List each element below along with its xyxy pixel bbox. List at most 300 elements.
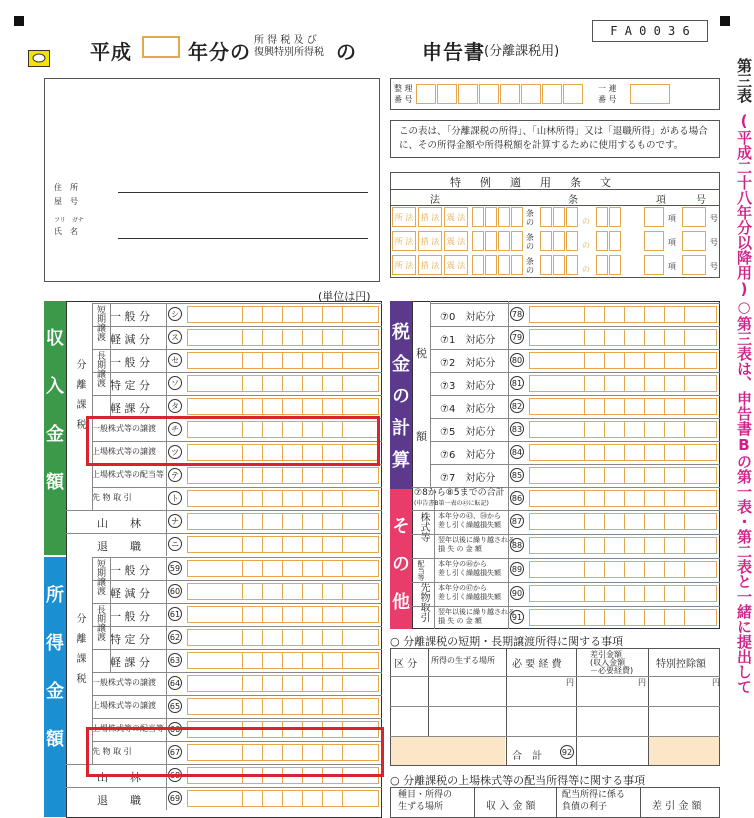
shotoku-amount-field[interactable] [187,560,379,577]
tax-total-field[interactable] [529,490,717,507]
sub-no-cell[interactable] [609,207,621,227]
article-cell[interactable] [485,207,497,227]
money-cell[interactable] [242,561,262,576]
money-cell[interactable] [242,330,262,345]
money-cell[interactable] [242,607,262,622]
money-cell[interactable] [664,562,684,577]
money-cell-wide[interactable] [530,610,584,625]
money-cell-wide[interactable] [188,330,242,345]
money-cell[interactable] [664,468,684,483]
money-cell[interactable] [342,376,362,391]
money-cell[interactable] [262,376,282,391]
money-cell[interactable] [664,538,684,553]
money-cell[interactable] [282,491,302,506]
money-cell[interactable] [262,514,282,529]
money-cell[interactable] [242,491,262,506]
item-cell[interactable] [682,231,706,251]
money-cell[interactable] [684,586,704,601]
money-cell[interactable] [262,653,282,668]
law-option-box[interactable] [444,207,468,227]
money-cell[interactable] [322,353,342,368]
money-cell[interactable] [302,514,322,529]
money-cell[interactable] [322,791,342,806]
money-cell[interactable] [322,376,342,391]
money-cell[interactable] [624,610,644,625]
money-cell[interactable] [282,676,302,691]
money-cell[interactable] [584,353,604,368]
money-cell[interactable] [664,330,684,345]
money-cell[interactable] [262,330,282,345]
shotoku-amount-field[interactable] [187,629,379,646]
money-cell[interactable] [644,307,664,322]
sub-article-cell[interactable] [540,207,552,227]
money-cell[interactable] [262,468,282,483]
money-cell[interactable] [282,561,302,576]
money-cell[interactable] [302,561,322,576]
money-cell[interactable] [604,514,624,529]
money-cell[interactable] [624,307,644,322]
sub-article-cell[interactable] [540,231,552,251]
money-cell-wide[interactable] [188,607,242,622]
money-cell[interactable] [282,353,302,368]
money-cell[interactable] [584,307,604,322]
money-cell[interactable] [282,653,302,668]
money-cell-wide[interactable] [530,468,584,483]
money-cell[interactable] [282,468,302,483]
article-cell[interactable] [511,231,523,251]
income-amount-field[interactable] [187,536,379,553]
money-cell-wide[interactable] [188,537,242,552]
ref-cell[interactable] [563,84,583,104]
money-cell[interactable] [684,538,704,553]
money-cell[interactable] [342,330,362,345]
money-cell[interactable] [242,307,262,322]
money-cell[interactable] [604,353,624,368]
money-cell[interactable] [322,468,342,483]
money-cell[interactable] [604,610,624,625]
shotoku-amount-field[interactable] [187,606,379,623]
money-cell[interactable] [302,607,322,622]
law-option-box[interactable] [418,231,442,251]
money-cell[interactable] [604,422,624,437]
money-cell[interactable] [584,562,604,577]
law-option-box[interactable] [418,207,442,227]
money-cell[interactable] [282,307,302,322]
money-cell[interactable] [342,653,362,668]
ref-number-cells[interactable] [416,84,584,104]
money-cell[interactable] [684,376,704,391]
money-cell[interactable] [604,586,624,601]
money-cell[interactable] [262,791,282,806]
money-cell[interactable] [604,468,624,483]
money-cell[interactable] [584,422,604,437]
money-cell[interactable] [584,445,604,460]
money-cell[interactable] [282,330,302,345]
money-cell-wide[interactable] [530,376,584,391]
money-cell-wide[interactable] [188,514,242,529]
money-cell[interactable] [604,538,624,553]
other-amount-field[interactable] [529,609,717,626]
article-cell[interactable] [498,255,510,275]
money-cell[interactable] [322,676,342,691]
money-cell[interactable] [242,699,262,714]
money-cell-wide[interactable] [188,653,242,668]
money-cell[interactable] [644,514,664,529]
money-cell[interactable] [262,607,282,622]
article-cell[interactable] [472,255,484,275]
money-cell[interactable] [322,699,342,714]
para-cell[interactable] [644,231,664,251]
money-cell-wide[interactable] [530,445,584,460]
money-cell-wide[interactable] [188,676,242,691]
law-option-box[interactable] [444,255,468,275]
tax-amount-field[interactable] [529,421,717,438]
item-cell[interactable] [682,207,706,227]
money-cell[interactable] [684,514,704,529]
money-cell-wide[interactable] [188,584,242,599]
money-cell[interactable] [342,307,362,322]
money-cell[interactable] [342,791,362,806]
sub-no-cell[interactable] [596,255,608,275]
other-amount-field[interactable] [529,537,717,554]
money-cell[interactable] [604,307,624,322]
money-cell[interactable] [664,445,684,460]
money-cell[interactable] [242,653,262,668]
tax-amount-field[interactable] [529,329,717,346]
money-cell[interactable] [684,353,704,368]
sub-article-cell[interactable] [553,231,565,251]
money-cell[interactable] [322,653,342,668]
money-cell[interactable] [604,562,624,577]
money-cell[interactable] [262,307,282,322]
money-cell[interactable] [664,422,684,437]
shotoku-amount-field[interactable] [187,652,379,669]
money-cell[interactable] [282,699,302,714]
money-cell[interactable] [644,353,664,368]
money-cell[interactable] [342,630,362,645]
money-cell[interactable] [322,514,342,529]
money-cell-wide[interactable] [188,353,242,368]
money-cell[interactable] [242,514,262,529]
money-cell[interactable] [302,491,322,506]
money-cell[interactable] [322,399,342,414]
income-amount-field[interactable] [187,513,379,530]
money-cell[interactable] [322,630,342,645]
money-cell-wide[interactable] [530,586,584,601]
tax-amount-field[interactable] [529,467,717,484]
money-cell[interactable] [684,468,704,483]
sub-no-cell[interactable] [596,231,608,251]
money-cell[interactable] [302,584,322,599]
money-cell[interactable] [584,586,604,601]
money-cell[interactable] [302,330,322,345]
money-cell[interactable] [664,514,684,529]
income-amount-field[interactable] [187,329,379,346]
money-cell[interactable] [624,445,644,460]
other-amount-field[interactable] [529,513,717,530]
money-cell[interactable] [644,330,664,345]
money-cell[interactable] [342,399,362,414]
money-cell[interactable] [644,562,664,577]
money-cell[interactable] [584,514,604,529]
shotoku-amount-field[interactable] [187,583,379,600]
money-cell[interactable] [644,399,664,414]
money-cell[interactable] [242,584,262,599]
money-cell[interactable] [302,376,322,391]
article-cell[interactable] [485,231,497,251]
money-cell-wide[interactable] [530,353,584,368]
money-cell[interactable] [584,538,604,553]
tax-amount-field[interactable] [529,444,717,461]
money-cell[interactable] [624,538,644,553]
money-cell[interactable] [322,584,342,599]
sub-article-cell[interactable] [553,255,565,275]
money-cell-wide[interactable] [188,399,242,414]
money-cell[interactable] [584,376,604,391]
money-cell[interactable] [624,422,644,437]
money-cell[interactable] [604,445,624,460]
money-cell[interactable] [604,399,624,414]
year-input[interactable] [142,36,180,58]
law-option-box[interactable] [392,231,416,251]
tax-amount-field[interactable] [529,306,717,323]
money-cell[interactable] [664,376,684,391]
money-cell[interactable] [302,537,322,552]
money-cell[interactable] [302,630,322,645]
ref-cell[interactable] [521,84,541,104]
ref-cell[interactable] [416,84,436,104]
law-option-box[interactable] [418,255,442,275]
money-cell[interactable] [282,791,302,806]
shotoku-amount-field[interactable] [187,675,379,692]
law-option-box[interactable] [392,255,416,275]
memo-icon[interactable] [28,50,50,67]
money-cell[interactable] [624,468,644,483]
money-cell[interactable] [282,607,302,622]
item-cell[interactable] [682,255,706,275]
sub-no-cell[interactable] [609,231,621,251]
money-cell-wide[interactable] [530,514,584,529]
money-cell[interactable] [322,607,342,622]
money-cell[interactable] [302,791,322,806]
name-line[interactable] [118,238,368,239]
article-cell[interactable] [485,255,497,275]
law-option-box[interactable] [392,207,416,227]
money-cell[interactable] [584,330,604,345]
money-cell[interactable] [342,607,362,622]
sub-article-cell[interactable] [553,207,565,227]
money-cell[interactable] [262,353,282,368]
sub-article-cell[interactable] [540,255,552,275]
sub-no-cell[interactable] [609,255,621,275]
money-cell[interactable] [604,330,624,345]
money-cell[interactable] [644,445,664,460]
other-amount-field[interactable] [529,561,717,578]
money-cell[interactable] [242,399,262,414]
money-cell[interactable] [644,610,664,625]
money-cell[interactable] [262,699,282,714]
money-cell[interactable] [322,561,342,576]
other-amount-field[interactable] [529,585,717,602]
money-cell[interactable] [342,561,362,576]
tax-amount-field[interactable] [529,375,717,392]
money-cell-wide[interactable] [188,630,242,645]
money-cell[interactable] [242,376,262,391]
law-option-box[interactable] [444,231,468,251]
money-cell[interactable] [604,376,624,391]
sub-article-cell[interactable] [566,207,578,227]
money-cell[interactable] [282,584,302,599]
shotoku-amount-field[interactable] [187,698,379,715]
money-cell[interactable] [584,399,604,414]
money-cell[interactable] [584,610,604,625]
money-cell[interactable] [342,699,362,714]
money-cell[interactable] [684,562,704,577]
money-cell-wide[interactable] [188,376,242,391]
ref-cell[interactable] [437,84,457,104]
income-amount-field[interactable] [187,490,379,507]
money-cell[interactable] [664,353,684,368]
money-cell[interactable] [242,353,262,368]
money-cell[interactable] [302,699,322,714]
cont-cell[interactable] [630,84,670,104]
money-cell[interactable] [262,676,282,691]
money-cell[interactable] [664,610,684,625]
article-cell[interactable] [498,207,510,227]
money-cell[interactable] [282,376,302,391]
ref-cell[interactable] [458,84,478,104]
money-cell-wide[interactable] [530,330,584,345]
money-cell[interactable] [342,514,362,529]
article-cell[interactable] [511,255,523,275]
money-cell[interactable] [684,422,704,437]
money-cell[interactable] [322,491,342,506]
income-amount-field[interactable] [187,467,379,484]
article-cell[interactable] [472,231,484,251]
sub-no-cell[interactable] [596,207,608,227]
money-cell-wide[interactable] [530,422,584,437]
money-cell[interactable] [644,491,664,506]
money-cell[interactable] [322,330,342,345]
tax-amount-field[interactable] [529,352,717,369]
para-cell[interactable] [644,255,664,275]
money-cell[interactable] [342,491,362,506]
income-amount-field[interactable] [187,352,379,369]
money-cell[interactable] [262,630,282,645]
income-amount-field[interactable] [187,306,379,323]
money-cell[interactable] [322,307,342,322]
ref-cell[interactable] [479,84,499,104]
money-cell[interactable] [282,537,302,552]
money-cell-wide[interactable] [188,561,242,576]
shotoku-amount-field[interactable] [187,790,379,807]
money-cell[interactable] [624,330,644,345]
money-cell[interactable] [644,468,664,483]
money-cell[interactable] [282,514,302,529]
money-cell[interactable] [624,491,644,506]
money-cell[interactable] [302,468,322,483]
money-cell-wide[interactable] [530,307,584,322]
money-cell-wide[interactable] [530,399,584,414]
money-cell[interactable] [684,491,704,506]
money-cell-wide[interactable] [530,538,584,553]
money-cell[interactable] [624,376,644,391]
money-cell[interactable] [684,445,704,460]
money-cell[interactable] [624,586,644,601]
address-line[interactable] [118,192,368,193]
money-cell-wide[interactable] [530,491,584,506]
article-cell[interactable] [498,231,510,251]
article-cell[interactable] [511,207,523,227]
money-cell[interactable] [664,307,684,322]
money-cell[interactable] [322,537,342,552]
money-cell-wide[interactable] [188,491,242,506]
money-cell[interactable] [604,491,624,506]
money-cell-wide[interactable] [188,468,242,483]
money-cell[interactable] [262,561,282,576]
money-cell[interactable] [624,399,644,414]
money-cell[interactable] [624,514,644,529]
money-cell[interactable] [342,584,362,599]
money-cell[interactable] [302,307,322,322]
income-amount-field[interactable] [187,398,379,415]
ref-cell[interactable] [500,84,520,104]
money-cell[interactable] [302,399,322,414]
money-cell[interactable] [584,491,604,506]
money-cell[interactable] [342,353,362,368]
money-cell[interactable] [664,586,684,601]
money-cell[interactable] [262,491,282,506]
sub-article-cell[interactable] [566,231,578,251]
sub-article-cell[interactable] [566,255,578,275]
money-cell[interactable] [242,791,262,806]
money-cell[interactable] [242,537,262,552]
money-cell[interactable] [282,630,302,645]
money-cell[interactable] [242,468,262,483]
money-cell[interactable] [342,468,362,483]
money-cell[interactable] [684,330,704,345]
tax-amount-field[interactable] [529,398,717,415]
money-cell[interactable] [342,537,362,552]
money-cell[interactable] [624,353,644,368]
money-cell[interactable] [644,538,664,553]
money-cell[interactable] [664,491,684,506]
money-cell-wide[interactable] [188,791,242,806]
money-cell[interactable] [302,353,322,368]
money-cell[interactable] [302,676,322,691]
money-cell[interactable] [282,399,302,414]
money-cell[interactable] [262,584,282,599]
money-cell[interactable] [644,422,664,437]
article-cell[interactable] [472,207,484,227]
money-cell[interactable] [242,630,262,645]
money-cell[interactable] [624,562,644,577]
money-cell[interactable] [684,307,704,322]
money-cell-wide[interactable] [530,562,584,577]
money-cell[interactable] [302,653,322,668]
money-cell[interactable] [262,399,282,414]
money-cell[interactable] [664,399,684,414]
money-cell-wide[interactable] [188,307,242,322]
ref-cell[interactable] [542,84,562,104]
money-cell[interactable] [342,676,362,691]
money-cell[interactable] [684,399,704,414]
money-cell[interactable] [644,376,664,391]
income-amount-field[interactable] [187,375,379,392]
money-cell-wide[interactable] [188,699,242,714]
money-cell[interactable] [262,537,282,552]
money-cell[interactable] [584,468,604,483]
